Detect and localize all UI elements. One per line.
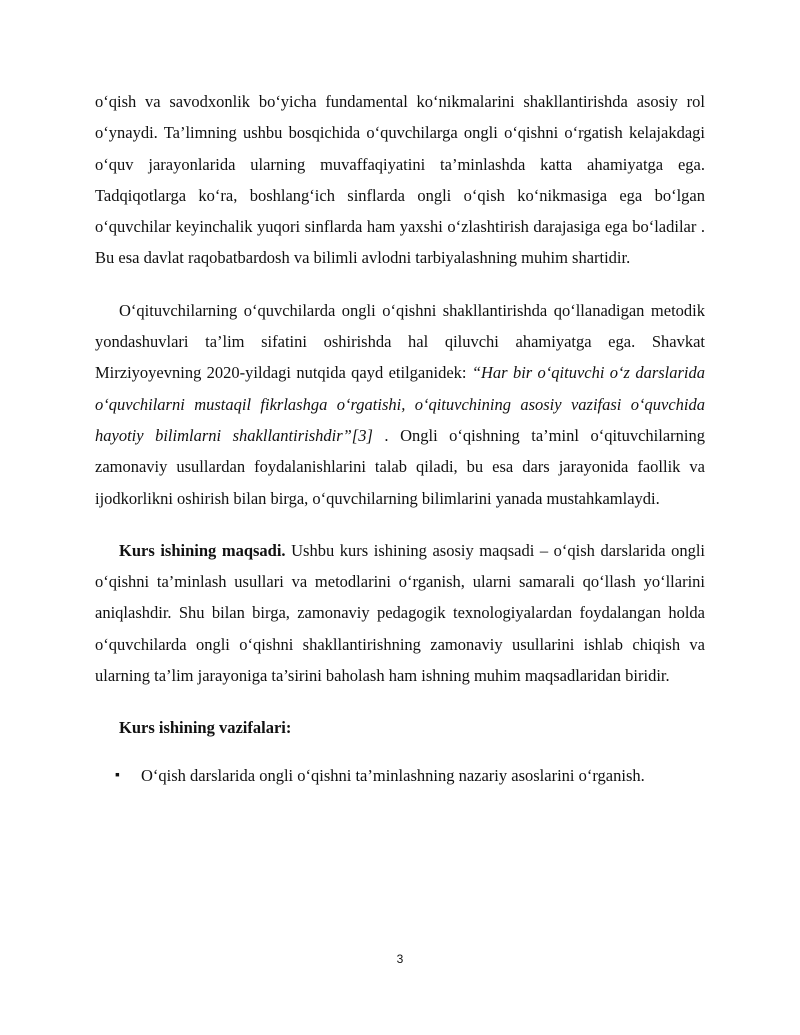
- page-content: [95, 86, 705, 791]
- paragraph-methodical-approaches: [95, 295, 705, 514]
- tasks-list: [95, 760, 705, 791]
- paragraph-course-goal: [95, 535, 705, 691]
- tasks-heading: Kurs ishining vazifalari:: [119, 718, 292, 738]
- paragraph-text: . Ongli o‘qishning ta’minl o‘qituvchilarning zamonaviy usullardan foydalanishlarini talab qiladi, bu esa dars jarayonida faollik va ijodkorlikni oshirish bilan birga, o‘quvchilarning bilimlarini yanada mustahkamlaydi.: [95, 425, 706, 508]
- list-item-text: O‘qish darslarida ongli o‘qishni ta’minlashning nazariy asoslarini o‘rganish.: [141, 765, 645, 785]
- bullet-icon: ▪: [115, 767, 120, 783]
- paragraph-text: Ushbu kurs ishining asosiy maqsadi – o‘qish darslarida ongli o‘qishni ta’minlash usullari va metodlarini o‘rganish, ularni samarali qo‘llash yo‘llarini aniqlashdir. Shu bilan birga, zamonaviy pedagogik texnologiyalardan foydalangan holda o‘quvchilarda ongli o‘qishni shakllantirishning zamonaviy usullarini ishlab chiqish va ularning ta’lim jarayoniga ta’sirini baholash ham ishning muhim maqsadlaridan biridir.: [95, 540, 705, 686]
- goal-lead-heading: Kurs ishining maqsadi.: [119, 540, 286, 560]
- paragraph-text: O‘qituvchilarning o‘quvchilarda ongli o‘qishni shakllantirishda qo‘llanadigan metodik yondashuvlari ta’lim sifatini oshirishda hal qiluvchi ahamiyatga ega. Shavkat Mirziyoyevning 2020-yildagi nutqida qayd etilganidek:: [95, 300, 705, 383]
- paragraph-intro: o‘qish va savodxonlik bo‘yicha fundamental ko‘nikmalarini shakllantirishda asosiy rol o‘ynaydi. Ta’limning ushbu bosqichida o‘quvchilarga ongli o‘qishni o‘rgatish kelajakdagi o‘quv jarayonlarida ularning muvaffaqiyatini ta’minlashda katta ahamiyatga ega. Tadqiqotlarga ko‘ra, boshlang‘ich sinflarda ongli o‘qish ko‘nikmasiga ega bo‘lgan o‘quvchilar keyinchalik yuqori sinflarda ham yaxshi o‘zlashtirish darajasiga ega bo‘ladilar . Bu esa davlat raqobatbardosh va bilimli avlodni tarbiyalashning muhim shartidir.: [95, 92, 705, 268]
- page-number: 3: [396, 952, 404, 966]
- quotation: “Har bir o‘qituvchi o‘z darslarida o‘quvchilarni mustaqil fikrlashga o‘rgatishi, o‘qituvchining asosiy vazifasi o‘quvchida hayotiy bilimlarni shakllantirishdir”[3]: [95, 363, 706, 445]
- list-item: [95, 760, 705, 791]
